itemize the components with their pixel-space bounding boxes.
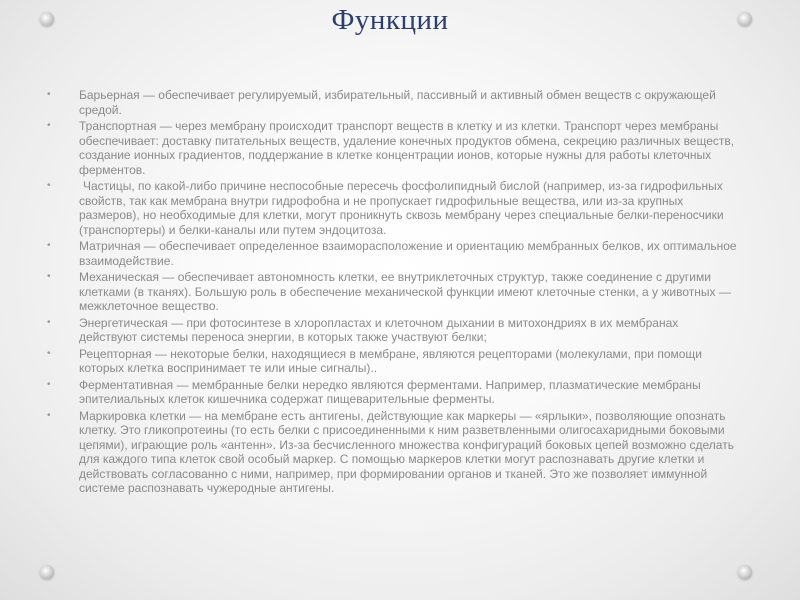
bullet-icon: • [47,89,51,100]
bullet-item [47,239,737,268]
bullet-icon: • [47,180,51,191]
bullet-item [47,270,737,314]
bullet-item [47,409,737,496]
bullet-text: Механическая — обеспечивает автономность клетки, ее внутриклеточных структур, также соединение с другими клетками (в тканях). Большую роль в обеспечение механической функции имеют клеточные стенки, а у животных — межклеточное вещество. [79,270,731,313]
bullet-item [47,316,737,345]
bullet-text: Матричная — обеспечивает определенное взаиморасположение и ориентацию мембранных белков, их оптимальное взаимодействие. [79,239,737,268]
corner-dot-decoration [40,565,54,579]
bullet-icon: • [47,347,51,359]
bullet-list [47,88,737,498]
bullet-icon: • [47,240,51,251]
bullet-item [47,347,737,376]
bullet-icon: • [47,378,51,390]
bullet-text: Энергетическая — при фотосинтезе в хлоропластах и клеточном дыхании в митохондриях в их мембранах действуют системы переноса энергии, в которых также участвуют белки; [79,315,679,344]
bullet-text: Барьерная — обеспечивает регулируемый, избирательный, пассивный и активный обмен веществ с окружающей средой. [79,88,716,117]
bullet-item [47,179,737,237]
bullet-text: Ферментативная — мембранные белки нередко являются ферментами. Например, плазматические мембраны эпителиальных клеток кишечника содержат пищеварительные ферменты. [79,377,701,406]
bullet-text: Транспортная — через мембрану происходит транспорт веществ в клетку и из клетки. Транспорт через мембраны обеспечивает: доставку питательных веществ, удаление конечных продуктов обмена, секрецию различных веществ, создание ионных градиентов, поддержание в клетке концентрации ионов, которые нужны для работы клеточных ферментов. [79,119,735,177]
bullet-icon: • [47,120,51,131]
bullet-icon: • [47,271,51,282]
bullet-text: Маркировка клетки — на мембране есть антигены, действующие как маркеры — «ярлыки», позволяющие опознать клетку. Это гликопротеины (то есть белки с присоединенными к ним разветвленными олигосахаридными боковыми цепями), играющие роль «антенн». Из-за бесчисленного множества конфигураций боковых цепей возможно сделать для каждого типа клеток свой особый маркер. С помощью маркеров клетки могут распознавать другие клетки и действовать согласованно с ними, например, при формировании органов и тканей. Это же позволяет иммунной системе распознавать чужеродные антигены. [79,408,734,495]
bullet-icon: • [47,409,51,421]
bullet-text: Частицы, по какой-либо причине неспособные пересечь фосфолипидный бислой (например, из-за гидрофильных свойств, так как мембрана внутри гидрофобна и не пропускает гидрофильные вещества, или из-за крупных размеров), но необходимые для клетки, могут проникнуть сквозь мембрану через специальные белки-переносчики (транспортеры) и белки-каналы или путем эндоцитоза. [79,179,724,237]
corner-dot-decoration [738,565,752,579]
bullet-text: Рецепторная — некоторые белки, находящиеся в мембране, являются рецепторами (молекулами, при помощи которых клетка воспринимает те или иные сигналы).. [79,346,702,375]
slide-title: Функции [331,4,449,36]
bullet-item [47,378,737,407]
bullet-icon: • [47,316,51,328]
bullet-item [47,88,737,117]
bullet-item [47,119,737,177]
